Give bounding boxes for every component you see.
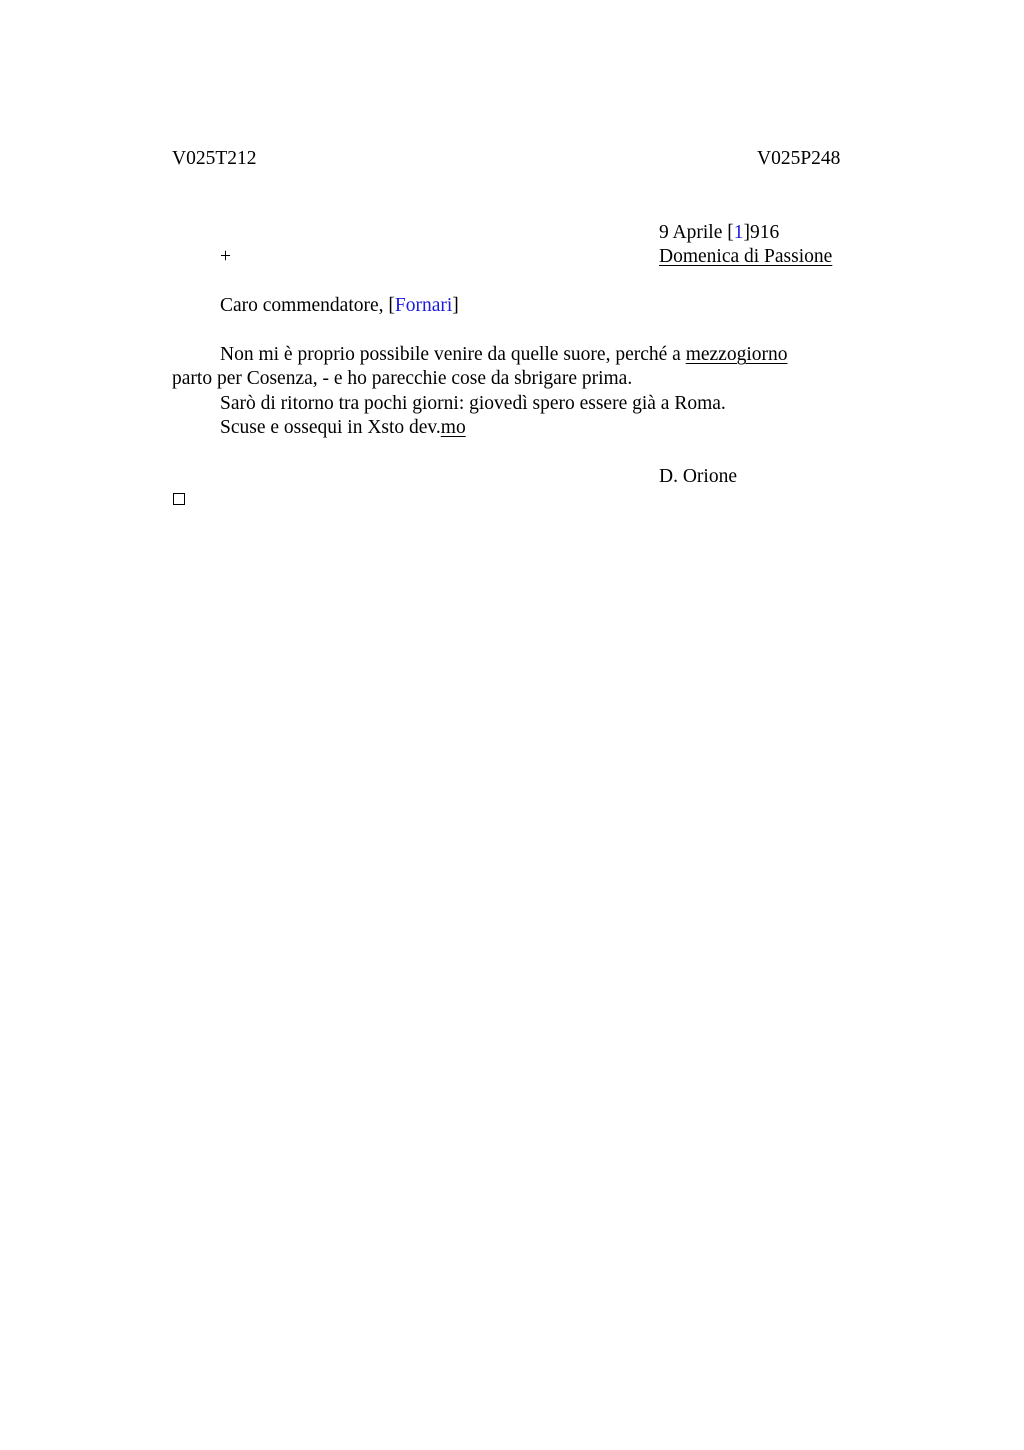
body-line-3: Sarò di ritorno tra pochi giorni: giovedì spero essere già a Roma. — [220, 393, 726, 414]
salutation — [220, 294, 459, 319]
body-line-1 — [220, 343, 787, 368]
salutation-text: Caro commendatore, [ — [220, 295, 395, 316]
date-inserted-digit[interactable]: 1 — [733, 222, 744, 243]
recipient-name-link[interactable]: Fornari — [394, 295, 453, 316]
salutation-close-bracket: ] — [452, 295, 459, 316]
square-outline-icon — [173, 493, 185, 505]
dateline-date — [659, 221, 779, 246]
cross-mark: + — [220, 246, 231, 267]
date-day-month: 9 Aprile [ — [659, 222, 734, 243]
body-line-2: parto per Cosenza, - e ho parecchie cose da sbrigare prima. — [172, 368, 633, 389]
body-line-4 — [220, 416, 466, 441]
date-year-rest: ]916 — [743, 222, 780, 243]
body-line-4-text: Scuse e ossequi in Xsto dev. — [220, 417, 441, 438]
body-line-1-underlined: mezzogiorno — [685, 344, 788, 365]
dateline-liturgical-day: Domenica di Passione — [659, 246, 833, 267]
document-code-right: V025P248 — [757, 148, 841, 169]
document-code-left: V025T212 — [172, 148, 257, 169]
body-line-1-text: Non mi è proprio possibile venire da quelle suore, perché a — [220, 344, 686, 365]
signature: D. Orione — [659, 466, 737, 487]
body-line-4-underlined: mo — [440, 417, 466, 438]
